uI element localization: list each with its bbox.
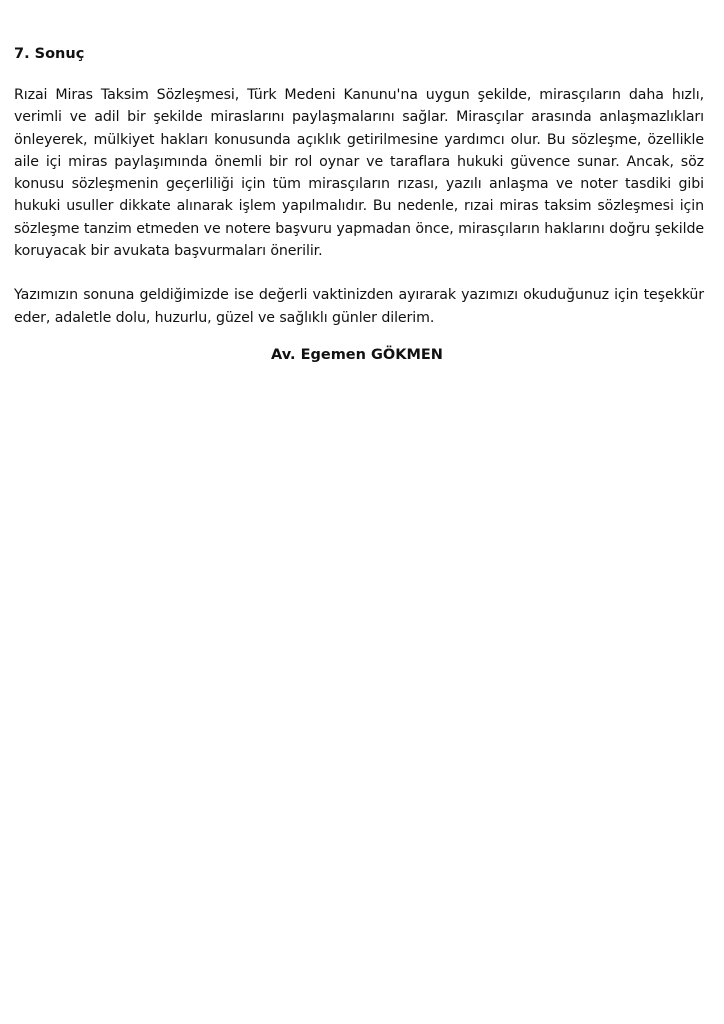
author-signature: Av. Egemen GÖKMEN (271, 346, 443, 363)
closing-paragraph: Yazımızın sonuna geldiğimizde ise değerli vaktinizden ayırarak yazımızı okuduğunuz için teşekkür eder, adaletle dolu, huzurlu, güzel ve sağlıklı günler dilerim. (14, 287, 704, 326)
conclusion-paragraph: Rızai Miras Taksim Sözleşmesi, Türk Medeni Kanunu'na uygun şekilde, mirasçıların daha hızlı, verimli ve adil bir şekilde miraslarını paylaşmalarını sağlar. Mirasçılar arasında anlaşmazlıkları önleyerek, mülkiyet hakları konusunda açıklık getirilmesine yardımcı olur. Bu sözleşme, özellikle aile içi miras paylaşımında önemli bir rol oynar ve taraflara hukuki güvence sunar. Ancak, söz konusu sözleşmenin geçerliliği için tüm mirasçıların rızası, yazılı anlaşma ve noter tasdiki gibi hukuki usuller dikkate alınarak işlem yapılmalıdır. Bu nedenle, rızai miras taksim sözleşmesi için sözleşme tanzim etmeden ve notere başvuru yapmadan önce, mirasçıların haklarını doğru şekilde koruyacak bir avukata başvurmaları önerilir. (14, 87, 704, 260)
document-page (14, 44, 704, 365)
section-heading: 7. Sonuç (14, 46, 85, 62)
